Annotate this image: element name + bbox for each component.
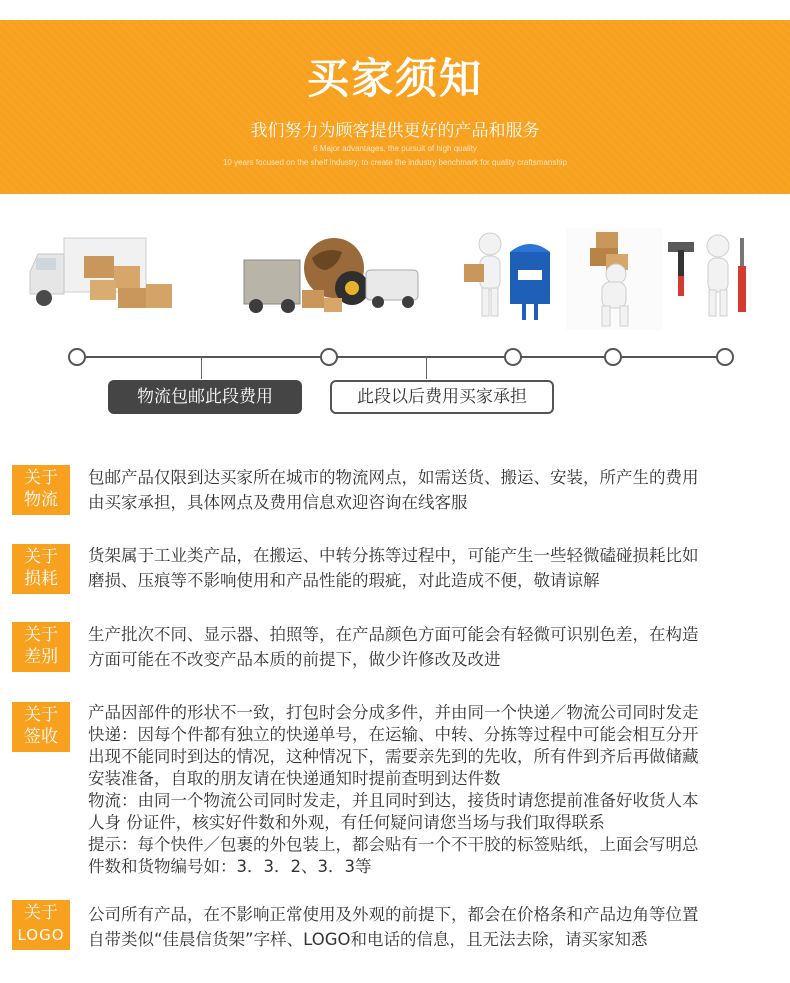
courier-mailbox-illustration — [462, 230, 562, 324]
badge-line-2: LOGO — [17, 926, 65, 944]
banner-english-line-1: 6 Major advantages, the pursuit of high quality — [313, 144, 477, 153]
section-badge — [12, 702, 70, 752]
banner-title: 买家须知 — [306, 54, 483, 103]
section-text — [88, 543, 780, 593]
badge-line-2: 物流 — [24, 490, 58, 510]
text-line: 方面可能在不改变产品本质的前提下，做少许修改及改进 — [88, 650, 501, 669]
text-line: 物流：由同一个物流公司同时发走，并且同时到达，接货时请您提前准备好收货人本 — [88, 791, 699, 810]
badge-line-1: 关于 — [24, 625, 58, 645]
text-line: 生产批次不同、显示器、拍照等，在产品颜色方面可能会有轻微可识别色差，在构造 — [88, 625, 699, 644]
text-line: 自带类似“佳晨信货架”字样、LOGO和电话的信息，且无法去除，请买家知悉 — [88, 930, 648, 949]
section-text — [88, 902, 780, 952]
timeline-node — [68, 348, 86, 366]
banner-english-line-2: 10 years focused on the shelf industry, to create the industry benchmark for quality craftsmanship — [222, 158, 568, 167]
globe-logistics-illustration — [242, 236, 422, 318]
section-badge — [12, 622, 70, 672]
timeline-node — [604, 348, 622, 366]
timeline-line — [76, 356, 726, 358]
text-line: 人身 份证件，核实好件数和外观，有任何疑问请您当场与我们取得联系 — [88, 813, 605, 832]
section-text — [88, 465, 780, 515]
section-badge — [12, 544, 70, 594]
section-text — [88, 622, 780, 672]
text-line: 安装准备，自取的朋友请在快递通知时提前查明到达件数 — [88, 769, 501, 788]
text-line: 磨损、压痕等不影响使用和产品性能的瑕疵，对此造成不便，敬请谅解 — [88, 571, 600, 590]
buyer-pays-label: 此段以后费用买家承担 — [330, 380, 554, 414]
section-badge — [12, 465, 70, 515]
timeline-tick — [201, 357, 202, 379]
text-line: 快递：因每个件都有独立的快递单号，在运输、中转、分拣等过程中可能会相互分开 — [88, 725, 699, 744]
text-line: 件数和货物编号如：3．3．2、3．3等 — [88, 857, 372, 876]
timeline-node — [320, 348, 338, 366]
text-line: 产品因部件的形状不一致，打包时会分成多件，并由同一个快递／物流公司同时发走 — [88, 703, 699, 722]
truck-with-boxes-illustration — [28, 236, 174, 316]
free-shipping-label: 物流包邮此段费用 — [108, 380, 302, 414]
text-line: 公司所有产品，在不影响正常使用及外观的前提下，都会在价格条和产品边角等位置 — [88, 905, 699, 924]
badge-line-1: 关于 — [24, 547, 58, 567]
timeline-node — [504, 348, 522, 366]
section-text — [88, 702, 780, 878]
section-badge — [12, 900, 70, 950]
header-banner — [0, 20, 790, 194]
text-line: 由买家承担，具体网点及费用信息欢迎咨询在线客服 — [88, 493, 468, 512]
carrying-boxes-illustration — [566, 228, 662, 330]
timeline-node — [716, 348, 734, 366]
badge-line-1: 关于 — [24, 705, 58, 725]
badge-line-2: 损耗 — [24, 569, 58, 589]
text-line: 包邮产品仅限到达买家所在城市的物流网点，如需送货、搬运、安装，所产生的费用 — [88, 468, 699, 487]
banner-subtitle: 我们努力为顾客提供更好的产品和服务 — [250, 121, 540, 141]
timeline-tick — [426, 357, 427, 379]
badge-line-2: 差别 — [24, 647, 58, 667]
badge-line-2: 签收 — [24, 727, 58, 747]
text-line: 货架属于工业类产品，在搬运、中转分拣等过程中，可能产生一些轻微磕碰损耗比如 — [88, 546, 699, 565]
badge-line-1: 关于 — [24, 468, 58, 488]
tools-figure-illustration — [666, 232, 762, 320]
badge-line-1: 关于 — [24, 903, 58, 923]
text-line: 提示：每个快件／包裹的外包装上，都会贴有一个不干胶的标签贴纸，上面会写明总 — [88, 835, 699, 854]
text-line: 出现不能同时到达的情况，这种情况下，需要亲先到的先收，所有件到齐后再做储藏 — [88, 747, 699, 766]
